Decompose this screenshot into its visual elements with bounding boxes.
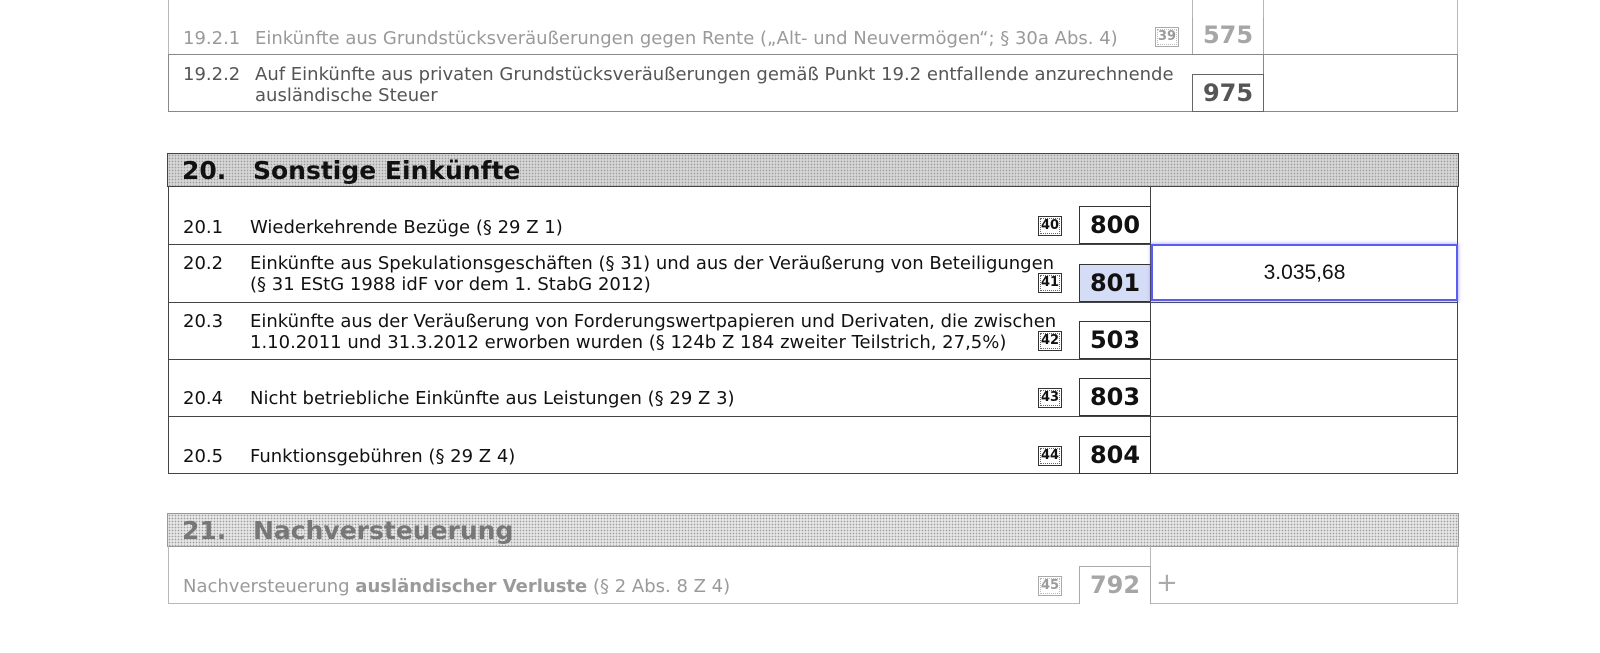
row-number: 20.2	[183, 253, 224, 274]
kz-tag-43: 43	[1038, 388, 1062, 408]
amount-field-804[interactable]	[1152, 418, 1456, 472]
kz-code-804: 804	[1079, 436, 1151, 474]
row-number: 19.2.1	[183, 28, 241, 49]
row-label	[183, 576, 730, 597]
section-20-header	[167, 153, 1459, 187]
kz-tag-44: 44	[1038, 446, 1062, 466]
kz-code-792: 792	[1079, 566, 1151, 604]
row-label-prefix: Nachversteuerung	[183, 576, 356, 597]
kz-tag-41: 41	[1038, 273, 1062, 293]
kz-code-803: 803	[1079, 378, 1151, 416]
kz-code-503: 503	[1079, 321, 1151, 359]
row-label-bold: ausländischer Verluste	[355, 576, 588, 597]
amount-field-801[interactable]: 3.035,68	[1151, 244, 1458, 301]
row-label-suffix: (§ 2 Abs. 8 Z 4)	[587, 576, 731, 597]
plus-sign-icon: +	[1156, 568, 1178, 598]
section-title: Sonstige Einkünfte	[253, 156, 521, 185]
row-number: 20.5	[183, 446, 224, 467]
row-label-line1: Einkünfte aus Spekulationsgeschäften (§ 31) und aus der Veräußerung von Beteiligungen	[250, 253, 1055, 274]
row-number: 19.2.2	[183, 64, 241, 85]
row-label-line2: (§ 31 EStG 1988 idF vor dem 1. StabG 2012)	[250, 274, 651, 295]
row-label: Wiederkehrende Bezüge (§ 29 Z 1)	[250, 217, 563, 238]
section-21-header	[167, 513, 1459, 547]
kz-tag-42: 42	[1038, 331, 1062, 351]
row-number: 20.4	[183, 388, 224, 409]
amount-field-800[interactable]	[1152, 188, 1456, 243]
row-number: 20.1	[183, 217, 224, 238]
row-label-line1: Auf Einkünfte aus privaten Grundstücksveräußerungen gemäß Punkt 19.2 entfallende anzurechnende	[255, 64, 1174, 85]
row-number: 20.3	[183, 311, 224, 332]
row-label: Einkünfte aus Grundstücksveräußerungen gegen Rente („Alt- und Neuvermögen“; § 30a Abs. 4)	[255, 28, 1118, 49]
section-number: 20.	[182, 156, 227, 185]
kz-tag-40: 40	[1038, 216, 1062, 236]
row-label-line1: Einkünfte aus der Veräußerung von Forderungswertpapieren und Derivaten, die zwischen	[250, 311, 1057, 332]
kz-code-800: 800	[1079, 206, 1151, 244]
kz-tag-39: 39	[1155, 27, 1179, 47]
amount-field-803[interactable]	[1152, 361, 1456, 415]
kz-code-975: 975	[1192, 74, 1264, 112]
section-number: 21.	[182, 516, 227, 545]
amount-field-503[interactable]	[1152, 304, 1456, 358]
row-label: Funktionsgebühren (§ 29 Z 4)	[250, 446, 516, 467]
row-label: Nicht betriebliche Einkünfte aus Leistungen (§ 29 Z 3)	[250, 388, 735, 409]
section-title: Nachversteuerung	[253, 516, 514, 545]
row-label-line2: 1.10.2011 und 31.3.2012 erworben wurden (§ 124b Z 184 zweiter Teilstrich, 27,5%)	[250, 332, 1007, 353]
kz-code-801: 801	[1079, 264, 1151, 302]
row-label-line2: ausländische Steuer	[255, 85, 438, 106]
kz-code-575: 575	[1192, 17, 1264, 55]
kz-tag-45: 45	[1038, 576, 1062, 596]
